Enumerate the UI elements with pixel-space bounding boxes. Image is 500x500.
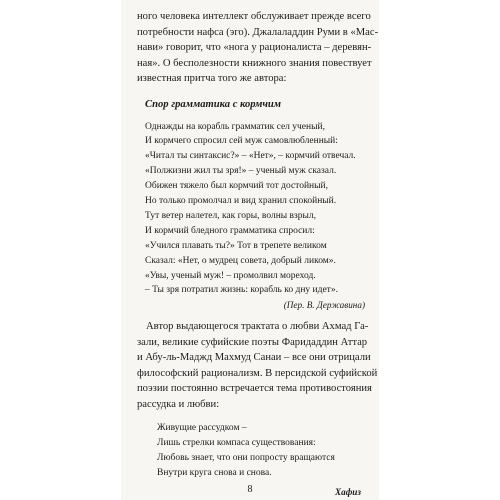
parable-heading: Спор грамматика с кормчим — [145, 98, 282, 110]
intro-line: известная притча того же автора: — [137, 73, 287, 84]
intro-line: ная». О бесполезности книжного знания повествует — [137, 57, 372, 69]
verse-author: Хафиз — [335, 487, 361, 497]
verse-line: Любовь знает, что они попросту вращаются — [157, 453, 335, 464]
verse-line: Внутри круга снова и снова. — [157, 468, 272, 479]
book-page — [121, 0, 379, 500]
translation-credit: (Пер. В. Державина) — [283, 300, 365, 311]
body-line: философский рационализм. В персидской суфийской — [137, 367, 378, 379]
poem-line: И кормчего спросил сей муж самовлюбленный: — [145, 136, 338, 147]
poem-line: Сказал: «Нет, о мудрец совета, добрый ликом». — [145, 255, 336, 266]
poem-line: Обижен тяжело был кормчий тот достойный, — [145, 181, 328, 192]
poem-line: Но только промолчал и вид хранил спокойный. — [145, 196, 337, 207]
body-line: поэзии постоянно встречается тема противостояния — [137, 383, 372, 395]
page-number: 8 — [247, 484, 253, 495]
page-content — [137, 9, 379, 497]
intro-paragraph — [137, 9, 379, 87]
hafiz-verse — [157, 421, 365, 481]
body-line: и Абу-ль-Маджд Махмуд Санаи – все они отрицали — [137, 352, 371, 364]
body-paragraph — [137, 319, 378, 412]
intro-line: нави» говорит, что «нога у рационалиста – деревян- — [137, 42, 372, 53]
poem-line: «Увы, ученый муж! – промолвил мореход. — [145, 270, 316, 281]
parable-poem — [145, 120, 365, 299]
body-line: Автор выдающегося трактата о любви Ахмад Га- — [146, 321, 369, 333]
body-line: рассудка и любви: — [137, 398, 220, 410]
poem-line: И кормчий бледного грамматика спросил: — [145, 225, 315, 236]
verse-line: Лишь стрелки компаса существования: — [157, 438, 316, 449]
poem-line: Однажды на корабль грамматик сел ученый, — [145, 121, 325, 132]
verse-line: Живущие рассудком – — [157, 423, 247, 434]
body-line: зали, великие суфийские поэты Фаридаддин Аттар — [137, 336, 368, 348]
poem-line: – Ты зря потратил жизнь: корабль ко дну идет». — [145, 285, 338, 296]
intro-line: потребности нафса (эго). Джалаладдин Руми в «Мас- — [137, 26, 379, 38]
poem-line: «Читал ты синтаксис?» – «Нет», – кормчий отвечал. — [145, 151, 356, 162]
poem-line: «Учился плавать ты?» Тот в трепете великом — [145, 240, 327, 251]
poem-line: Тут ветер налетел, как горы, волны взрыл, — [145, 210, 317, 221]
intro-line: ного человека интеллект обслуживает прежде всего — [137, 11, 371, 22]
poem-line: «Полжизни жил ты зря!» – ученый муж сказал. — [145, 166, 337, 177]
